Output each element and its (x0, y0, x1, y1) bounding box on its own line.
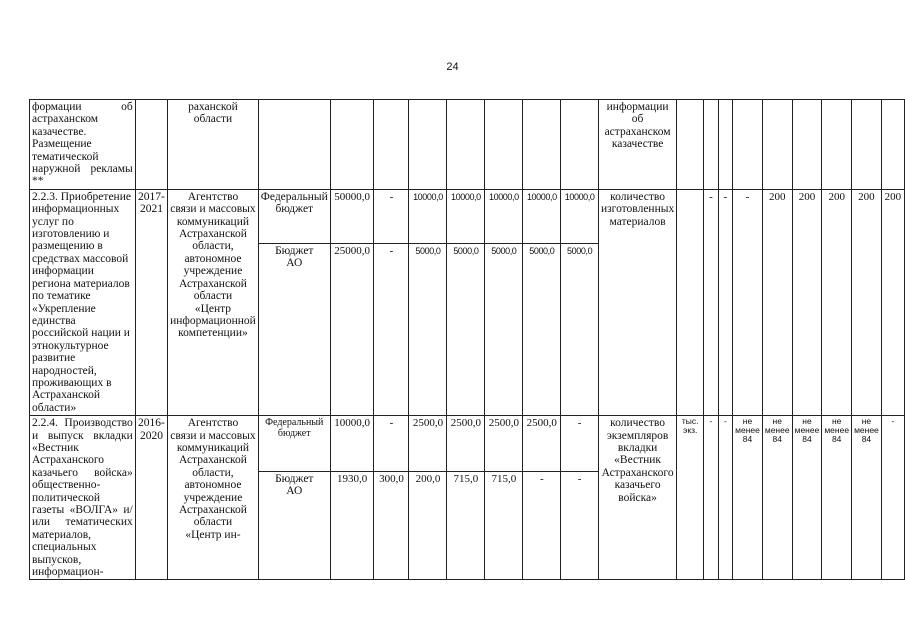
reg-2019: 5000,0 (485, 243, 523, 416)
target-value: - (718, 189, 732, 415)
source-federal: Федеральный бюджет (258, 189, 330, 243)
fed-2018: 2500,0 (447, 416, 485, 472)
fed-2019: 2500,0 (485, 416, 523, 472)
table-row (30, 416, 905, 472)
fed-2021: 10000,0 (561, 189, 599, 243)
fed-total: 10000,0 (330, 416, 374, 472)
fed-2017: 2500,0 (409, 416, 447, 472)
fed-2018: 10000,0 (447, 189, 485, 243)
target-value: - (704, 416, 718, 580)
fed-2020: 10000,0 (523, 189, 561, 243)
table-row (30, 189, 905, 243)
executor-cell: раханской области (168, 100, 259, 190)
reg-2019: 715,0 (485, 471, 523, 580)
fed-2019: 10000,0 (485, 189, 523, 243)
target-value: не менее 84 (733, 416, 763, 580)
reg-2021: - (561, 471, 599, 580)
reg-2016: 300,0 (374, 471, 409, 580)
target-value: - (733, 189, 763, 415)
target-value: 200 (792, 189, 822, 415)
fed-2017: 10000,0 (409, 189, 447, 243)
period-cell: 2016- 2020 (135, 416, 167, 580)
target-value: 200 (822, 189, 852, 415)
target-value: не менее 84 (852, 416, 882, 580)
target-value: не менее 84 (762, 416, 792, 580)
period-cell (135, 100, 167, 190)
source-cell (258, 100, 330, 190)
table-row (30, 100, 905, 190)
indicator-cell: количество изготовленных материалов (598, 189, 676, 415)
target-value: не менее 84 (822, 416, 852, 580)
indicator-cell: количество экземпляров вкладки «Вестник Астраханского казачьего войска» (598, 416, 676, 580)
fed-total: 50000,0 (330, 189, 374, 243)
executor-cell: Агентство связи и массовых коммуникаций Астраханской области, автономное учреждение Астраханской области «Центр информационной компетенции» (168, 189, 259, 415)
fed-2016: - (374, 416, 409, 472)
target-value: 200 (852, 189, 882, 415)
unit-cell: тыс. экз. (677, 416, 704, 580)
reg-2016: - (374, 243, 409, 416)
target-value: 200 (881, 189, 904, 415)
measure-name: 2.2.4. Производство и выпуск вкладки «Вестник Астраханского казачьего войска» общественно-политической газеты «ВОЛГА» и/или тематических материалов, специальных выпусков, информацион- (30, 416, 136, 580)
reg-2020: - (523, 471, 561, 580)
reg-total: 25000,0 (330, 243, 374, 416)
executor-cell: Агентство связи и массовых коммуникаций Астраханской области, автономное учреждение Астраханской области «Центр ин- (168, 416, 259, 580)
target-value: 200 (762, 189, 792, 415)
measure-name: 2.2.3. Приобретение информационных услуг по изготовлению и размещению в средствах массовой информации региона материалов по тематике «Укрепление единства российской нации и этнокультурное развитие народностей, проживающих в Астраханской области» (30, 189, 136, 415)
indicator-cell: информации об астраханском казачестве (598, 100, 676, 190)
fed-2020: 2500,0 (523, 416, 561, 472)
reg-2017: 200,0 (409, 471, 447, 580)
reg-total: 1930,0 (330, 471, 374, 580)
source-federal: Федеральный бюджет (258, 416, 330, 472)
target-value: - (704, 189, 718, 415)
target-value: - (718, 416, 732, 580)
program-table (29, 99, 905, 580)
source-regional: Бюджет АО (258, 471, 330, 580)
measure-name: формации об астраханском казачестве. Размещение тематической наружной рекламы ** (30, 100, 136, 190)
fed-2016: - (374, 189, 409, 243)
reg-2018: 715,0 (447, 471, 485, 580)
page-number: 24 (446, 61, 459, 73)
period-cell: 2017- 2021 (135, 189, 167, 415)
unit-cell (677, 189, 704, 415)
reg-2020: 5000,0 (523, 243, 561, 416)
target-value: не менее 84 (792, 416, 822, 580)
source-regional: Бюджет АО (258, 243, 330, 416)
reg-2018: 5000,0 (447, 243, 485, 416)
reg-2017: 5000,0 (409, 243, 447, 416)
target-value: - (881, 416, 904, 580)
fed-2021: - (561, 416, 599, 472)
reg-2021: 5000,0 (561, 243, 599, 416)
